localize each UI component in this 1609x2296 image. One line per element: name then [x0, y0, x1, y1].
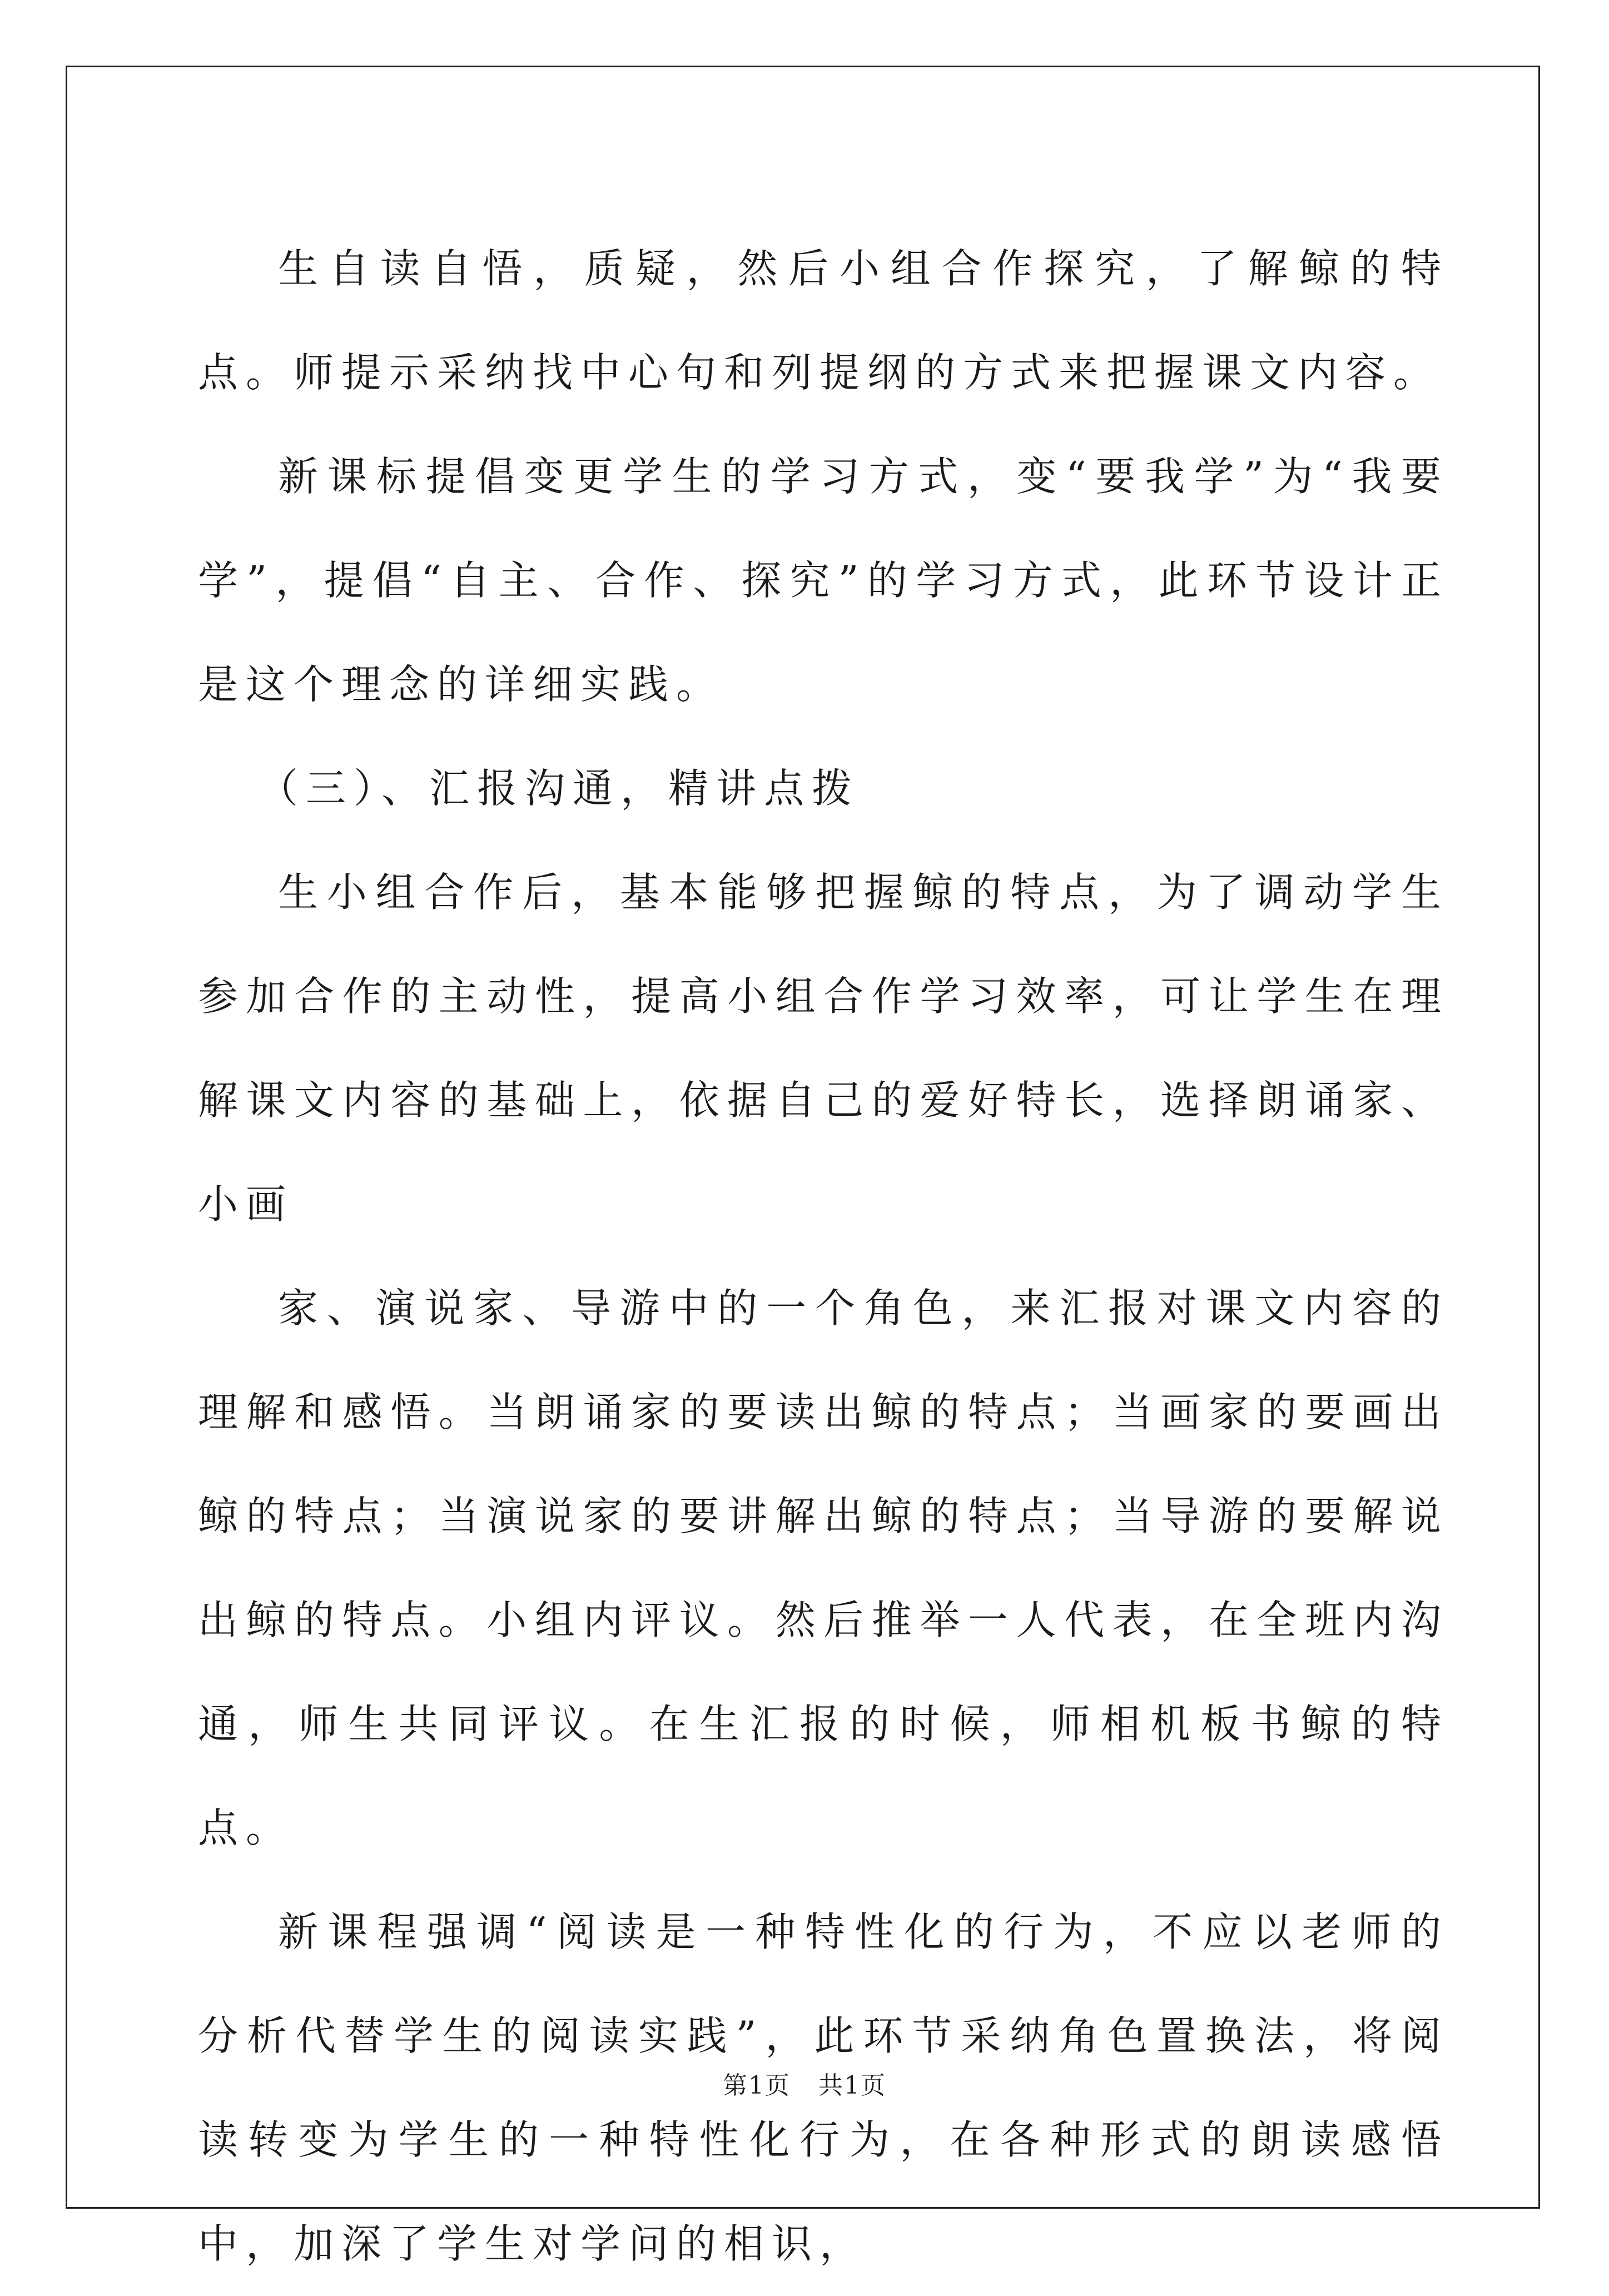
paragraph-1: 生自读自悟，质疑，然后小组合作探究，了解鲸的特点。师提示采纳找中心句和列提纲的方式来把握课文内容。	[198, 245, 1449, 396]
paragraph-3: 生小组合作后，基本能够把握鲸的特点，为了调动学生参加合作的主动性，提高小组合作学习效率，可让学生在理解课文内容的基础上，依据自己的爱好特长，选择朗诵家、小画	[198, 869, 1449, 1227]
paragraph-2: 新课标提倡变更学生的学习方式，变“要我学”为“我要学”，提倡“自主、合作、探究”的学习方式，此环节设计正是这个理念的详细实践。	[198, 453, 1449, 708]
document-body	[198, 217, 1449, 2296]
paragraph-4: 家、演说家、导游中的一个角色，来汇报对课文内容的理解和感悟。当朗诵家的要读出鲸的特点；当画家的要画出鲸的特点；当演说家的要讲解出鲸的特点；当导游的要解说出鲸的特点。小组内评议。然后推举一人代表，在全班内沟通，师生共同评议。在生汇报的时候，师相机板书鲸的特点。	[198, 1285, 1449, 1851]
total-pages: 共1页	[818, 2071, 886, 2100]
section-heading: （三）、汇报沟通，精讲点拨	[258, 765, 860, 812]
page-footer	[0, 2069, 1609, 2103]
page-number: 第1页	[723, 2071, 791, 2100]
paragraph-5: 新课程强调“阅读是一种特性化的行为，不应以老师的分析代替学生的阅读实践”，此环节采纳角色置换法，将阅读转变为学生的一种特性化行为，在各种形式的朗读感悟中，加深了学生对学问的相识，	[198, 1909, 1449, 2267]
